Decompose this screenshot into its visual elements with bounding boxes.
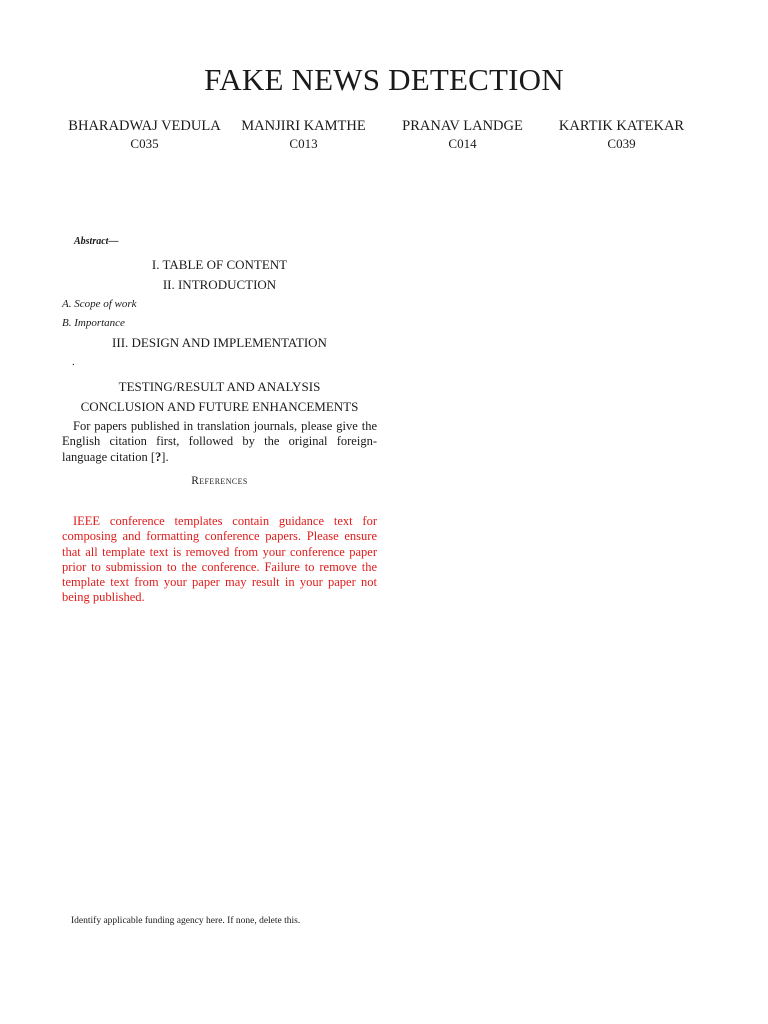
author-name: KARTIK KATEKAR	[558, 118, 685, 134]
translation-paragraph	[62, 419, 377, 465]
author-list	[65, 118, 701, 152]
author-id: C014	[448, 136, 477, 151]
section-heading-toc: I. TABLE OF CONTENT	[151, 257, 288, 272]
subsection-scope: A. Scope of work	[62, 298, 137, 310]
stray-dot: .	[72, 356, 75, 368]
author-block	[383, 118, 542, 152]
author-id: C013	[289, 136, 318, 151]
author-id: C035	[130, 136, 159, 151]
citation-mark: ?	[155, 449, 162, 464]
author-block	[65, 118, 224, 152]
author-name: PRANAV LANDGE	[402, 118, 523, 134]
author-block	[542, 118, 701, 152]
paper-title: FAKE NEWS DETECTION	[204, 62, 564, 97]
author-block	[224, 118, 383, 152]
subsection-importance: B. Importance	[62, 317, 125, 329]
author-name: BHARADWAJ VEDULA	[68, 118, 221, 134]
references-heading: References	[191, 475, 248, 487]
section-heading-introduction: II. INTRODUCTION	[162, 277, 277, 292]
author-id: C039	[607, 136, 636, 151]
section-heading-conclusion: CONCLUSION AND FUTURE ENHANCEMENTS	[80, 399, 359, 414]
abstract-label: Abstract—	[74, 236, 119, 247]
translation-text: For papers published in translation journals, please give the English citation first, followed by the original foreign-language citation [	[62, 419, 377, 464]
author-name: MANJIRI KAMTHE	[241, 118, 366, 134]
section-heading-design: III. DESIGN AND IMPLEMENTATION	[112, 335, 327, 350]
citation-end: ].	[161, 449, 169, 464]
funding-footnote: Identify applicable funding agency here. If none, delete this.	[71, 916, 301, 926]
section-heading-testing: TESTING/RESULT AND ANALYSIS	[118, 379, 321, 394]
template-notice: IEEE conference templates contain guidance text for composing and formatting conference papers. Please ensure that all template text is removed from your conference paper prior to submission to the conference. Failure to remove the template text from your paper may result in your paper not being published.	[62, 514, 377, 605]
